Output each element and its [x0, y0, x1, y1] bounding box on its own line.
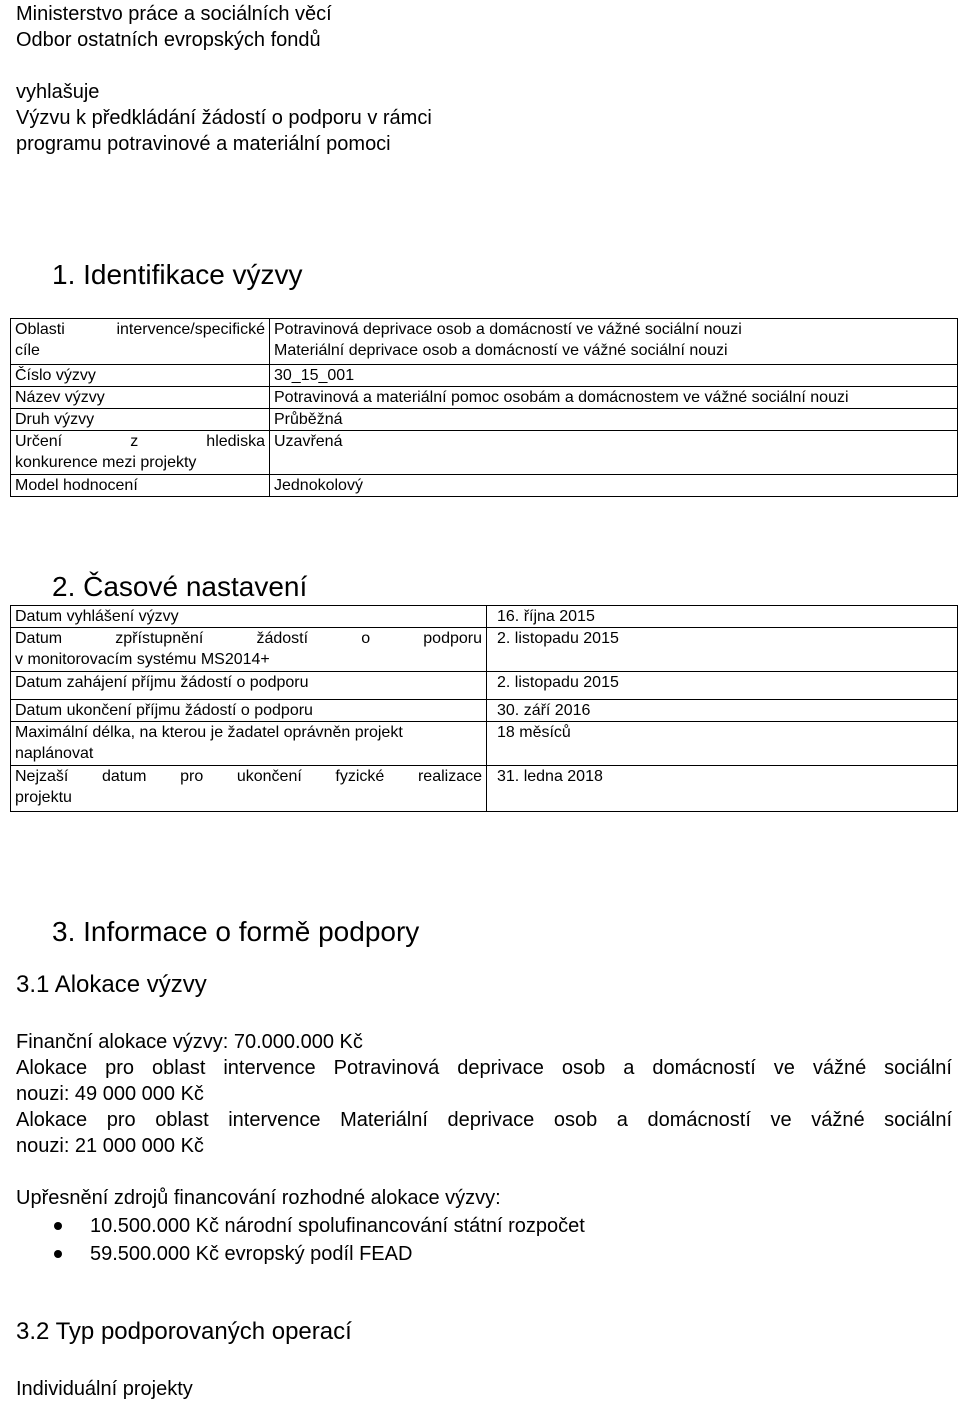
table-cell-label: Datum zpřístupnění žádostí o podporu v monitorovacím systému MS2014+: [11, 628, 487, 672]
funding-sources-list: [16, 1212, 585, 1268]
bullet-icon: [54, 1222, 62, 1230]
subsection-operation-type-heading: 3.2 Typ podporovaných operací: [16, 1318, 352, 1345]
table-row: [11, 722, 958, 766]
table-cell-value: Potravinová deprivace osob a domácností ve vážné sociální nouzi Materiální deprivace osob a domácností ve vážné sociální nouzi: [270, 319, 958, 365]
allocation-food-paragraph: Alokace pro oblast intervence Potravinová deprivace osob a domácností ve vážné sociální nouzi: 49 000 000 Kč: [16, 1057, 952, 1105]
table-cell-value: Průběžná: [270, 409, 958, 431]
section3-heading: 3. Informace o formě podpory: [52, 916, 420, 947]
table-cell-label: Druh výzvy: [11, 409, 270, 431]
table-cell-value: Potravinová a materiální pomoc osobám a domácnostem ve vážné sociální nouzi: [270, 387, 958, 409]
announces-label: vyhlašuje: [16, 81, 100, 103]
table-cell-label: Model hodnocení: [11, 475, 270, 497]
table-cell-value: 31. ledna 2018: [487, 766, 958, 812]
table-cell-value: 2. listopadu 2015: [487, 672, 958, 700]
call-title-line1: Výzvu k předkládání žádostí o podporu v rámci: [16, 107, 432, 129]
table-row: [11, 700, 958, 722]
table-row: [11, 672, 958, 700]
table-cell-value: 18 měsíců: [487, 722, 958, 766]
bullet-icon: [54, 1250, 62, 1258]
table-cell-value: 2. listopadu 2015: [487, 628, 958, 672]
table-cell-label: Název výzvy: [11, 387, 270, 409]
table-cell-value: Jednokolový: [270, 475, 958, 497]
table-row: [11, 431, 958, 475]
table-row: [11, 409, 958, 431]
table-cell-label: Oblasti intervence/specifické cíle: [11, 319, 270, 365]
call-title-line2: programu potravinové a materiální pomoci: [16, 133, 391, 155]
table-row: [11, 606, 958, 628]
table-row: [11, 365, 958, 387]
total-allocation: Finanční alokace výzvy: 70.000.000 Kč: [16, 1031, 363, 1053]
section2-heading: 2. Časové nastavení: [52, 571, 308, 602]
table-cell-value: 30_15_001: [270, 365, 958, 387]
table-cell-value: 30. září 2016: [487, 700, 958, 722]
timing-table: [10, 605, 958, 812]
table-cell-label: Datum zahájení příjmu žádostí o podporu: [11, 672, 487, 700]
subsection-allocation-heading: 3.1 Alokace výzvy: [16, 971, 207, 998]
identification-table: [10, 318, 958, 497]
table-cell-label: Nejzaší datum pro ukončení fyzické realizace projektu: [11, 766, 487, 812]
section1-heading: 1. Identifikace výzvy: [52, 259, 303, 290]
list-item: 59.500.000 Kč evropský podíl FEAD: [16, 1240, 585, 1268]
table-cell-label: Maximální délka, na kterou je žadatel oprávněn projekt naplánovat: [11, 722, 487, 766]
table-cell-value: 16. října 2015: [487, 606, 958, 628]
table-cell-label: Určení z hlediska konkurence mezi projekty: [11, 431, 270, 475]
table-cell-label: Datum vyhlášení výzvy: [11, 606, 487, 628]
list-item: 10.500.000 Kč národní spolufinancování státní rozpočet: [16, 1212, 585, 1240]
funding-sources-intro: Upřesnění zdrojů financování rozhodné alokace výzvy:: [16, 1187, 501, 1209]
allocation-material-paragraph: Alokace pro oblast intervence Materiální deprivace osob a domácností ve vážné sociální nouzi: 21 000 000 Kč: [16, 1109, 952, 1157]
table-row: [11, 475, 958, 497]
table-row: [11, 319, 958, 365]
operation-type: Individuální projekty: [16, 1378, 193, 1400]
table-cell-value: Uzavřená: [270, 431, 958, 475]
table-row: [11, 628, 958, 672]
table-cell-label: Datum ukončení příjmu žádostí o podporu: [11, 700, 487, 722]
department-name: Odbor ostatních evropských fondů: [16, 29, 321, 51]
ministry-name: Ministerstvo práce a sociálních věcí: [16, 3, 332, 25]
table-row: [11, 387, 958, 409]
table-row: [11, 766, 958, 812]
table-cell-label: Číslo výzvy: [11, 365, 270, 387]
